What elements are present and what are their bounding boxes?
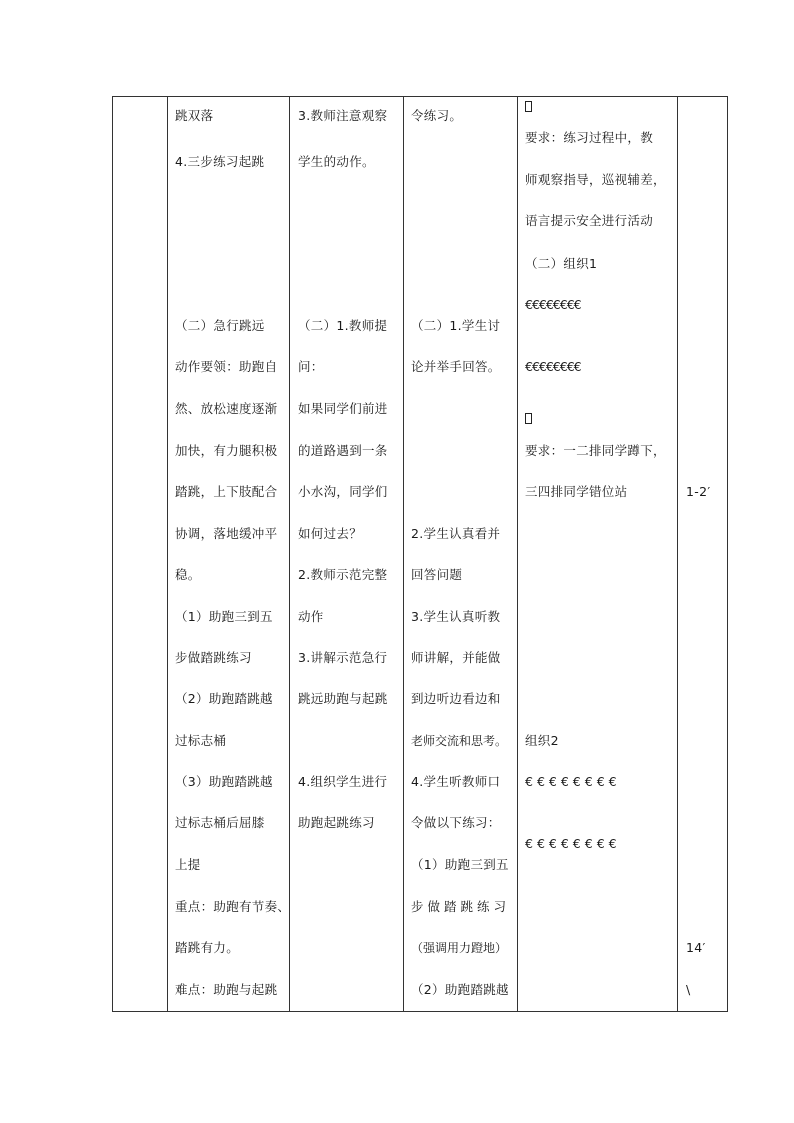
formation-label: 组织2 (525, 733, 559, 748)
content-line: （二）急行跳远 (175, 318, 265, 333)
formation-row: €€€€€€€€ (525, 297, 581, 312)
content-line: 稳。 (175, 567, 201, 582)
student-line: 老师交流和思考。 (411, 734, 508, 748)
content-line: 上提 (175, 857, 201, 872)
formation-row: €€€€€€€€ (525, 359, 581, 374)
table-border-right (727, 96, 728, 1012)
requirement-line: 要求：练习过程中，教 (525, 130, 654, 145)
content-line: 4.三步练习起跳 (175, 154, 265, 169)
formation-row: €€€€€€€€ (525, 836, 621, 851)
table-border-bottom (112, 1011, 728, 1012)
teacher-line: 小水沟，同学们 (298, 484, 388, 499)
difficulty-line: 难点：助跑与起跳 (175, 982, 278, 997)
content-line: 加快，有力腿积极 (175, 443, 278, 458)
content-line: （3）助跑踏跳越 (175, 774, 273, 789)
student-line: 2.学生认真看并 (411, 526, 501, 541)
student-line: 令练习。 (411, 108, 463, 123)
teacher-line: 3.讲解示范急行 (298, 650, 388, 665)
student-line: （强调用力蹬地） (411, 941, 508, 955)
column-divider (167, 96, 168, 1012)
time-value: \ (686, 982, 691, 997)
student-line: 回答问题 (411, 567, 463, 582)
column-divider (517, 96, 518, 1012)
teacher-line: （二）1.教师提 (298, 318, 388, 333)
teacher-line: 问： (298, 359, 324, 374)
student-line: 3.学生认真听教 (411, 609, 501, 624)
content-line: 过标志桶 (175, 733, 227, 748)
key-point-line: 重点：助跑有节奏、 (175, 899, 291, 914)
formation-row: €€€€€€€€ (525, 774, 621, 789)
requirement-line: 语言提示安全进行活动 (525, 213, 654, 228)
student-line: 到边听边看边和 (411, 691, 501, 706)
teacher-line: 4.组织学生进行 (298, 774, 388, 789)
teacher-line: 2.教师示范完整 (298, 567, 388, 582)
content-line: （1）助跑三到五 (175, 609, 273, 624)
student-line: （1）助跑三到五 (411, 857, 509, 872)
student-line: 4.学生听教师口 (411, 774, 501, 789)
student-line: 令做以下练习： (411, 815, 501, 830)
column-divider (403, 96, 404, 1012)
content-line: （2）助跑踏跳越 (175, 691, 273, 706)
student-line: 师讲解，并能做 (411, 650, 501, 665)
teacher-line: 如果同学们前进 (298, 401, 388, 416)
formation-label: （二）组织1 (525, 256, 598, 271)
key-point-line: 踏跳有力。 (175, 940, 240, 955)
content-line: 步做踏跳练习 (175, 650, 252, 665)
requirement-line: 三四排同学错位站 (525, 484, 628, 499)
content-line: 跳双落 (175, 108, 214, 123)
teacher-line: 如何过去？ (298, 526, 363, 541)
student-line: 步做踏跳练习 (411, 899, 511, 914)
content-line: 动作要领：助跑自 (175, 359, 278, 374)
table-border-top (112, 96, 728, 97)
teacher-line: 3.教师注意观察 (298, 108, 388, 123)
teacher-line: 的道路遇到一条 (298, 443, 388, 458)
student-line: （二）1.学生讨 (411, 318, 501, 333)
placeholder-box-icon (525, 412, 532, 428)
content-line: 协调，落地缓冲平 (175, 526, 278, 541)
content-line: 过标志桶后屈膝 (175, 815, 265, 830)
requirement-line: 师观察指导，巡视辅差， (525, 172, 666, 187)
teacher-line: 助跑起跳练习 (298, 815, 375, 830)
teacher-line: 学生的动作。 (298, 154, 375, 169)
placeholder-box-icon (525, 100, 532, 116)
content-line: 然、放松速度逐渐 (175, 401, 278, 416)
table-border-left (112, 96, 113, 1012)
column-divider (289, 96, 290, 1012)
student-line: （2）助跑踏跳越 (411, 982, 509, 997)
content-line: 踏跳，上下肢配合 (175, 484, 278, 499)
teacher-line: 跳远助跑与起跳 (298, 691, 388, 706)
time-value: 1-2′ (686, 484, 711, 499)
requirement-line: 要求：一二排同学蹲下， (525, 443, 666, 458)
time-value: 14′ (686, 940, 706, 955)
student-line: 论并举手回答。 (411, 359, 501, 374)
column-divider (677, 96, 678, 1012)
teacher-line: 动作 (298, 609, 324, 624)
